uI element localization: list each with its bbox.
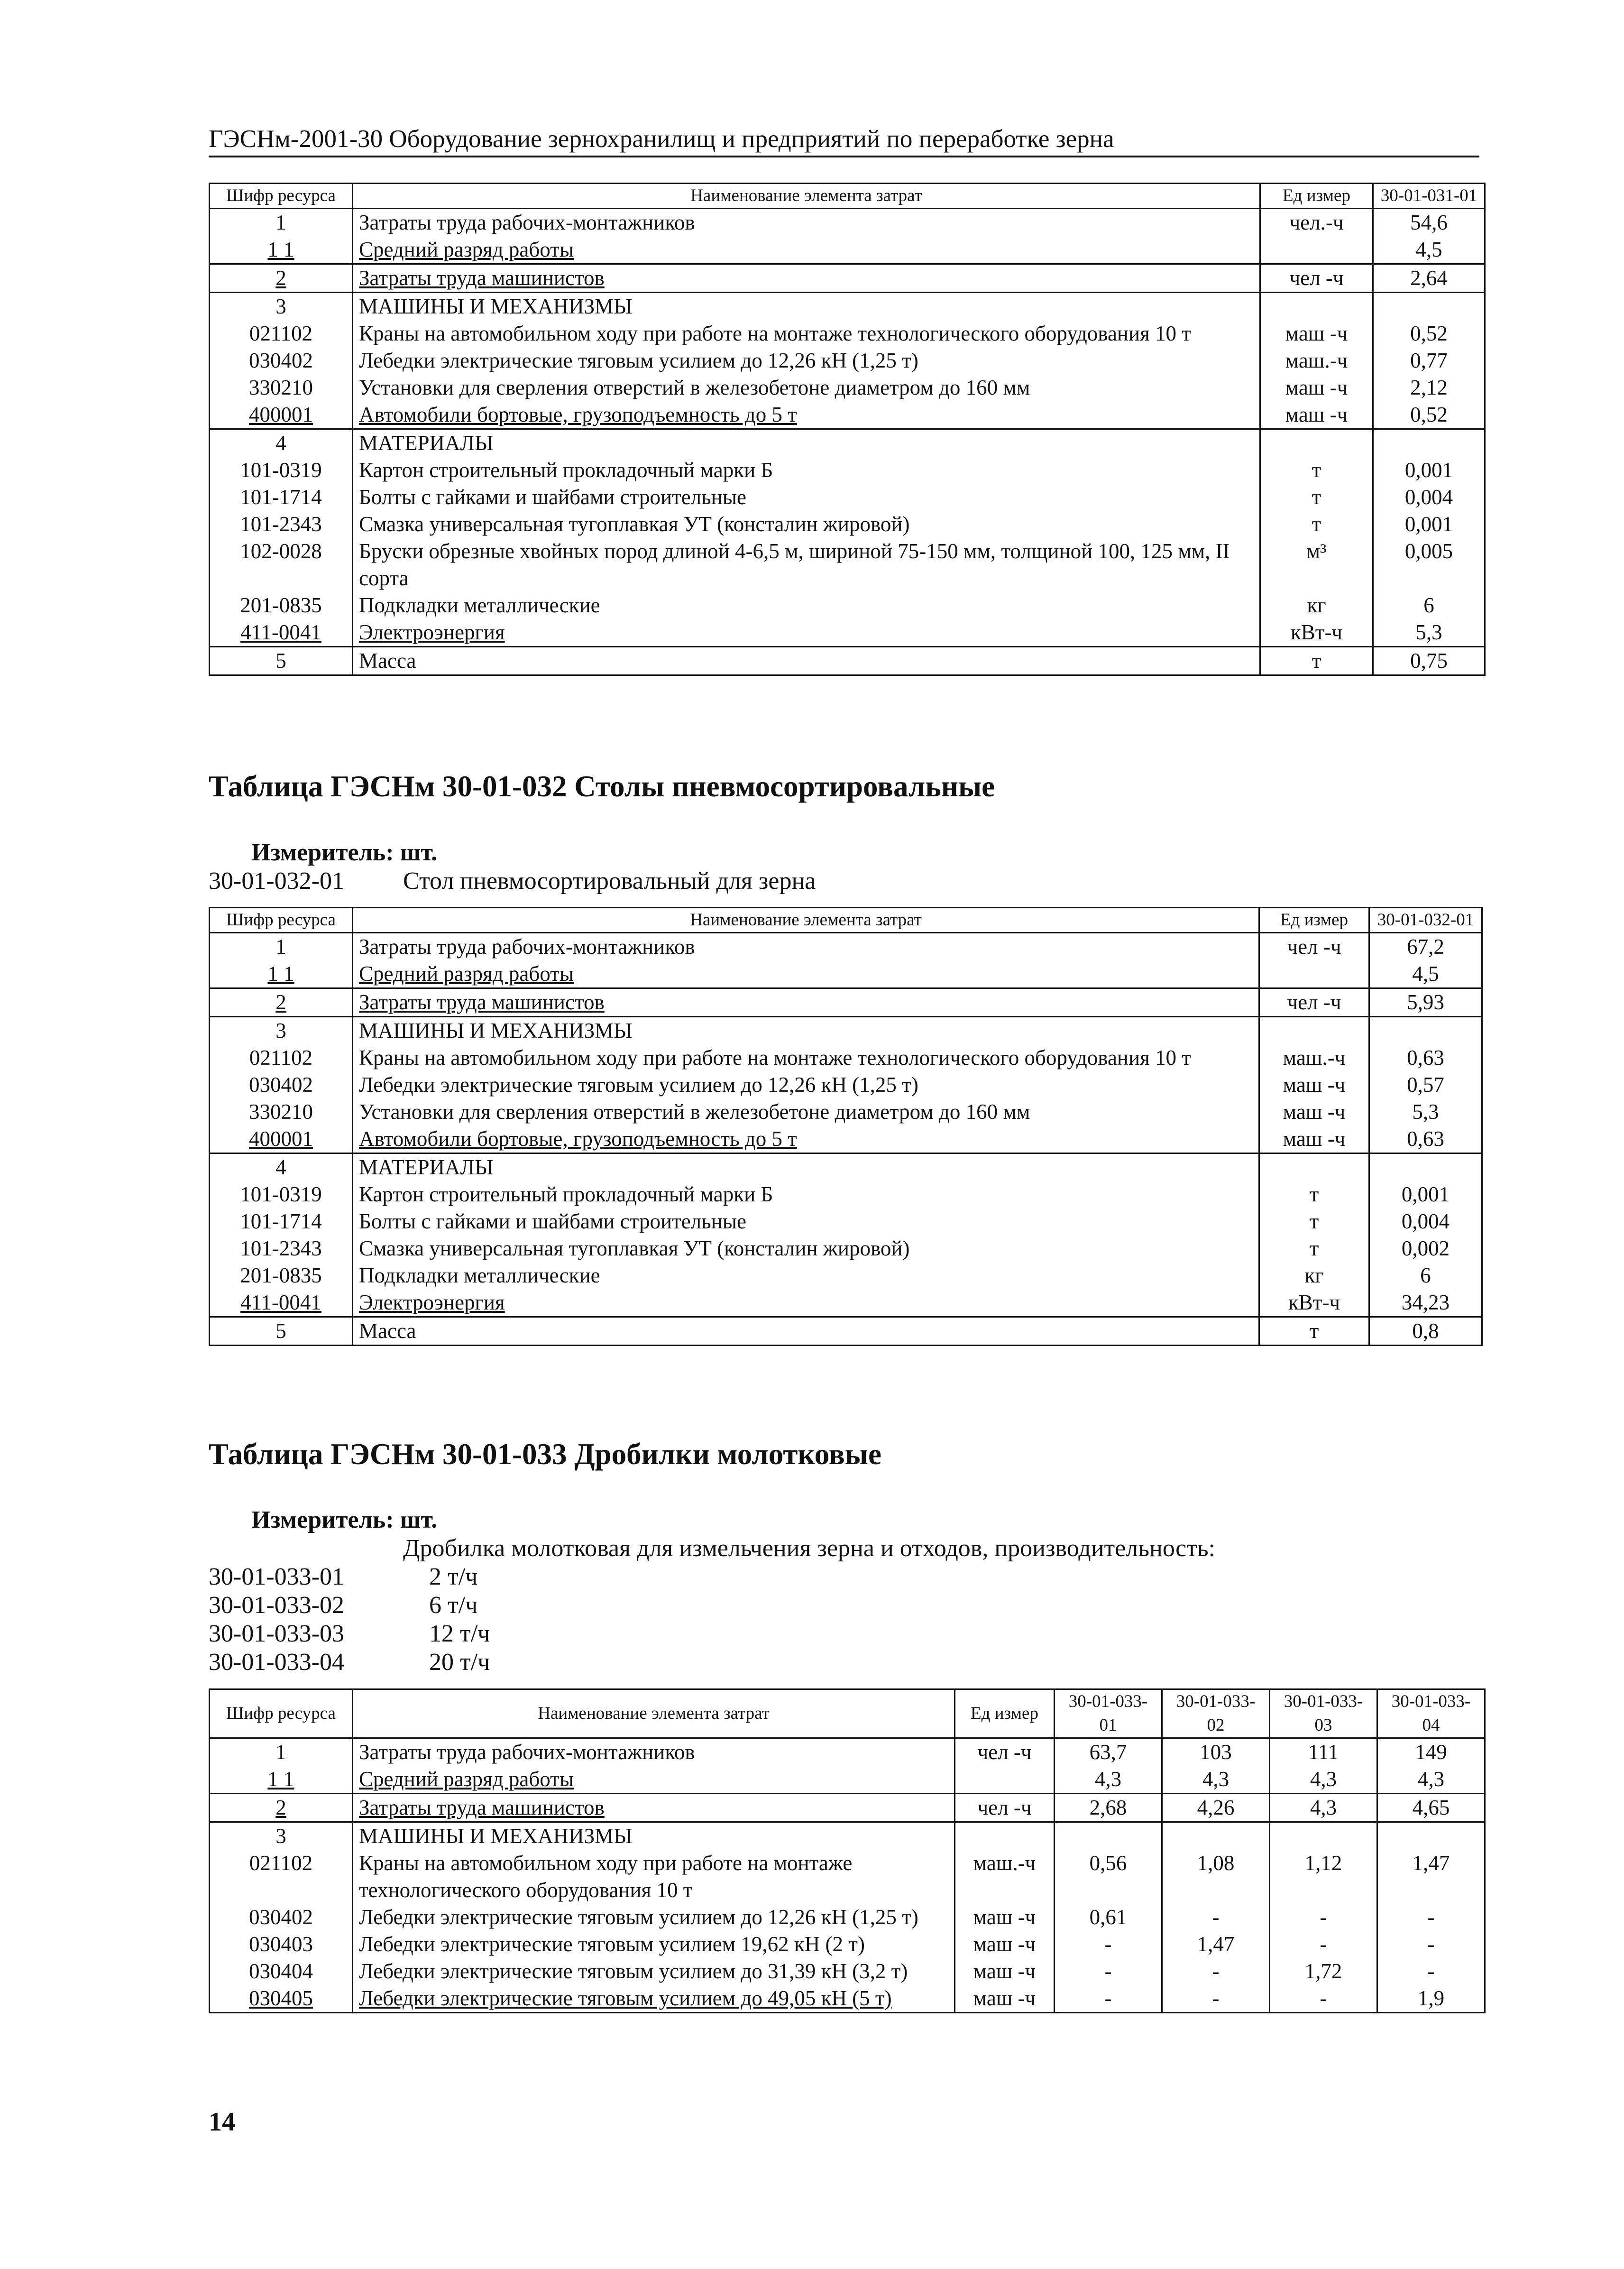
value-cell: 111 (1270, 1738, 1377, 1766)
value-cell: - (1270, 1985, 1377, 2013)
resource-name-cell: Затраты труда рабочих-монтажников (353, 1738, 955, 1766)
table-row (210, 1044, 1482, 1071)
value-cell: 5,3 (1373, 619, 1485, 647)
unit-cell: кВт-ч (1260, 619, 1373, 647)
unit-cell: маш -ч (1259, 1071, 1369, 1098)
value-cell: 149 (1377, 1738, 1485, 1766)
value-cell: 0,001 (1369, 1181, 1482, 1208)
value-cell: 63,7 (1055, 1738, 1162, 1766)
unit-cell: чел -ч (1259, 988, 1369, 1017)
unit-cell: кг (1260, 592, 1373, 619)
item-code: 30-01-033-01 (209, 1563, 344, 1590)
table-header-row (210, 1689, 1485, 1738)
resource-code-cell: 201-0835 (210, 592, 353, 619)
value-cell: 1,9 (1377, 1985, 1485, 2013)
table-row (210, 1235, 1482, 1262)
resource-name-cell: Автомобили бортовые, грузоподъемность до 5 т (353, 401, 1260, 429)
resource-table-030-01-031 (209, 183, 1486, 676)
value-cell (1377, 1822, 1485, 1850)
value-cell: 4,3 (1055, 1766, 1162, 1794)
unit-cell: маш -ч (1259, 1098, 1369, 1125)
value-cell: 2,68 (1055, 1794, 1162, 1822)
table-row (210, 1931, 1485, 1958)
resource-name-cell: Автомобили бортовые, грузоподъемность до 5 т (353, 1125, 1259, 1153)
resource-code-cell: 021102 (210, 1850, 353, 1904)
unit-cell: маш -ч (955, 1904, 1055, 1931)
value-cell: 1,12 (1270, 1850, 1377, 1904)
unit-cell (1260, 293, 1373, 321)
value-cell: - (1270, 1904, 1377, 1931)
resource-code-cell: 411-0041 (210, 1289, 353, 1317)
item-code: 30-01-033-04 (209, 1649, 344, 1676)
resource-name-cell: МАШИНЫ И МЕХАНИЗМЫ (353, 1017, 1259, 1045)
value-cell: 0,61 (1055, 1904, 1162, 1931)
value-cell: - (1162, 1904, 1270, 1931)
table-row (210, 1317, 1482, 1346)
table-row (210, 347, 1485, 374)
resource-name-cell: Установки для сверления отверстий в железобетоне диаметром до 160 мм (353, 374, 1260, 401)
col-header-id: 30-01-033-04 (1377, 1689, 1485, 1738)
unit-cell: м³ (1260, 538, 1373, 592)
item-name: 20 т/ч (429, 1649, 490, 1676)
table-row (210, 401, 1485, 429)
table-title-033: Таблица ГЭСНм 30-01-033 Дробилки молотковые (209, 1438, 881, 1471)
table-row (210, 320, 1485, 347)
table-header-row (210, 908, 1482, 933)
item-code: 30-01-033-02 (209, 1592, 344, 1619)
unit-cell (955, 1822, 1055, 1850)
resource-code-cell: 102-0028 (210, 538, 353, 592)
unit-cell: маш -ч (1260, 401, 1373, 429)
resource-name-cell: Средний разряд работы (353, 236, 1260, 264)
table-row (210, 457, 1485, 484)
value-cell: 2,64 (1373, 264, 1485, 293)
unit-cell: т (1259, 1235, 1369, 1262)
unit-cell (1260, 236, 1373, 264)
item-name: 6 т/ч (429, 1592, 478, 1619)
value-cell: 1,47 (1377, 1850, 1485, 1904)
item-name: Стол пневмосортировальный для зерна (403, 867, 816, 895)
resource-name-cell: Лебедки электрические тяговым усилием до 12,26 кН (1,25 т) (353, 1904, 955, 1931)
value-cell: 4,3 (1270, 1766, 1377, 1794)
table-row (210, 293, 1485, 321)
unit-cell: маш -ч (955, 1958, 1055, 1985)
resource-code-cell: 101-1714 (210, 484, 353, 511)
value-cell: 0,52 (1373, 320, 1485, 347)
resource-code-cell: 4 (210, 429, 353, 457)
table-row (210, 538, 1485, 592)
resource-code-cell: 030405 (210, 1985, 353, 2013)
resource-code-cell: 1 (210, 933, 353, 961)
item-code: 30-01-033-03 (209, 1620, 344, 1647)
value-cell: - (1055, 1985, 1162, 2013)
item-code: 30-01-032-01 (209, 867, 344, 895)
measure-line-032 (251, 839, 437, 867)
resource-name-cell: Лебедки электрические тяговым усилием до 49,05 кН (5 т) (353, 1985, 955, 2013)
resource-code-cell: 1 (210, 1738, 353, 1766)
resource-code-cell: 021102 (210, 1044, 353, 1071)
unit-cell: маш.-ч (1260, 347, 1373, 374)
value-cell: 103 (1162, 1738, 1270, 1766)
value-cell: 6 (1369, 1262, 1482, 1289)
resource-name-cell: Смазка универсальная тугоплавкая УТ (консталин жировой) (353, 1235, 1259, 1262)
resource-name-cell: Подкладки металлические (353, 592, 1260, 619)
value-cell: - (1377, 1904, 1485, 1931)
measure-label: Измеритель: (251, 1506, 394, 1533)
resource-code-cell: 030402 (210, 347, 353, 374)
col-header-id: 30-01-032-01 (1369, 908, 1482, 933)
table-row (210, 1850, 1485, 1904)
value-cell: 0,8 (1369, 1317, 1482, 1346)
resource-code-cell: 030404 (210, 1958, 353, 1985)
value-cell: 0,52 (1373, 401, 1485, 429)
resource-code-cell: 5 (210, 1317, 353, 1346)
col-header-unit: Ед измер (1260, 184, 1373, 209)
item-description: Дробилка молотковая для измельчения зерна и отходов, производительность: (403, 1535, 1216, 1562)
table-row (210, 988, 1482, 1017)
resource-name-cell: Средний разряд работы (353, 1766, 955, 1794)
table-row (210, 374, 1485, 401)
table-row (210, 1289, 1482, 1317)
table-row (210, 264, 1485, 293)
resource-name-cell: Краны на автомобильном ходу при работе на монтаже технологического оборудования 10 т (353, 320, 1260, 347)
resource-code-cell: 030403 (210, 1931, 353, 1958)
resource-name-cell: МАТЕРИАЛЫ (353, 429, 1260, 457)
resource-code-cell: 3 (210, 1017, 353, 1045)
running-header: ГЭСНм-2001-30 Оборудование зернохранилищ и предприятий по переработке зерна (209, 124, 1479, 157)
value-cell: 0,75 (1373, 647, 1485, 675)
col-header-name: Наименование элемента затрат (353, 908, 1259, 933)
resource-code-cell: 101-2343 (210, 1235, 353, 1262)
table-row (210, 960, 1482, 988)
value-cell: 0,001 (1373, 457, 1485, 484)
table-row (210, 484, 1485, 511)
resource-name-cell: МАШИНЫ И МЕХАНИЗМЫ (353, 1822, 955, 1850)
col-header-id: 30-01-033-02 (1162, 1689, 1270, 1738)
value-cell: 0,56 (1055, 1850, 1162, 1904)
resource-table-030-01-033 (209, 1688, 1486, 2013)
table-header-row (210, 184, 1485, 209)
value-cell: 1,08 (1162, 1850, 1270, 1904)
unit-cell: т (1259, 1181, 1369, 1208)
resource-name-cell: Электроэнергия (353, 619, 1260, 647)
resource-name-cell: Затраты труда рабочих-монтажников (353, 933, 1259, 961)
resource-name-cell: Затраты труда рабочих-монтажников (353, 209, 1260, 237)
resource-code-cell: 400001 (210, 1125, 353, 1153)
unit-cell (1260, 429, 1373, 457)
resource-name-cell: Лебедки электрические тяговым усилием до 31,39 кН (3,2 т) (353, 1958, 955, 1985)
resource-code-cell: 330210 (210, 374, 353, 401)
col-header-id: 30-01-033-01 (1055, 1689, 1162, 1738)
unit-cell: т (1260, 647, 1373, 675)
resource-code-cell: 201-0835 (210, 1262, 353, 1289)
resource-code-cell: 3 (210, 1822, 353, 1850)
table-row (210, 592, 1485, 619)
value-cell (1162, 1822, 1270, 1850)
unit-cell: т (1259, 1208, 1369, 1235)
value-cell: 1,72 (1270, 1958, 1377, 1985)
value-cell: 0,005 (1373, 538, 1485, 592)
unit-cell (1259, 960, 1369, 988)
resource-code-cell: 101-0319 (210, 1181, 353, 1208)
resource-code-cell: 021102 (210, 320, 353, 347)
value-cell (1270, 1822, 1377, 1850)
resource-name-cell: МАТЕРИАЛЫ (353, 1153, 1259, 1181)
value-cell: 0,004 (1373, 484, 1485, 511)
table-row (210, 1181, 1482, 1208)
value-cell: 0,77 (1373, 347, 1485, 374)
unit-cell: маш.-ч (955, 1850, 1055, 1904)
resource-name-cell: Лебедки электрические тяговым усилием до 12,26 кН (1,25 т) (353, 347, 1260, 374)
value-cell: 4,5 (1373, 236, 1485, 264)
resource-code-cell: 2 (210, 264, 353, 293)
table-row (210, 1985, 1485, 2013)
value-cell: 4,26 (1162, 1794, 1270, 1822)
resource-code-cell: 330210 (210, 1098, 353, 1125)
value-cell: 0,63 (1369, 1044, 1482, 1071)
resource-name-cell: Затраты труда машинистов (353, 988, 1259, 1017)
unit-cell: чел -ч (955, 1794, 1055, 1822)
resource-name-cell: Масса (353, 1317, 1259, 1346)
resource-name-cell: Электроэнергия (353, 1289, 1259, 1317)
item-name: 12 т/ч (429, 1620, 490, 1647)
unit-cell: чел.-ч (1260, 209, 1373, 237)
value-cell: - (1377, 1958, 1485, 1985)
resource-code-cell: 101-1714 (210, 1208, 353, 1235)
measure-line-033 (251, 1506, 437, 1534)
col-header-name: Наименование элемента затрат (353, 1689, 955, 1738)
col-header-name: Наименование элемента затрат (353, 184, 1260, 209)
page-number: 14 (209, 2107, 235, 2137)
resource-code-cell: 1 1 (210, 960, 353, 988)
value-cell: 4,3 (1270, 1794, 1377, 1822)
table-row (210, 619, 1485, 647)
resource-name-cell: Лебедки электрические тяговым усилием 19,62 кН (2 т) (353, 1931, 955, 1958)
value-cell: 5,3 (1369, 1098, 1482, 1125)
table-row (210, 1958, 1485, 1985)
resource-name-cell: Масса (353, 647, 1260, 675)
table-row (210, 1153, 1482, 1181)
table-row (210, 647, 1485, 675)
unit-cell: кг (1259, 1262, 1369, 1289)
resource-name-cell: Картон строительный прокладочный марки Б (353, 457, 1260, 484)
resource-code-cell: 2 (210, 1794, 353, 1822)
resource-code-cell: 4 (210, 1153, 353, 1181)
resource-code-cell: 2 (210, 988, 353, 1017)
value-cell: 54,6 (1373, 209, 1485, 237)
value-cell: - (1055, 1931, 1162, 1958)
value-cell: 1,47 (1162, 1931, 1270, 1958)
value-cell: 0,001 (1373, 511, 1485, 538)
table-row (210, 1904, 1485, 1931)
resource-name-cell: Болты с гайками и шайбами строительные (353, 484, 1260, 511)
col-header-unit: Ед измер (955, 1689, 1055, 1738)
col-header-code: Шифр ресурса (210, 908, 353, 933)
unit-cell (1259, 1153, 1369, 1181)
resource-code-cell: 5 (210, 647, 353, 675)
value-cell: - (1162, 1985, 1270, 2013)
col-header-code: Шифр ресурса (210, 1689, 353, 1738)
unit-cell: т (1260, 484, 1373, 511)
unit-cell: т (1259, 1317, 1369, 1346)
resource-name-cell: Картон строительный прокладочный марки Б (353, 1181, 1259, 1208)
resource-name-cell: Затраты труда машинистов (353, 264, 1260, 293)
value-cell: 4,5 (1369, 960, 1482, 988)
resource-name-cell: Краны на автомобильном ходу при работе на монтаже технологического оборудования 10 т (353, 1044, 1259, 1071)
unit-cell: маш -ч (1259, 1125, 1369, 1153)
unit-cell: маш -ч (955, 1985, 1055, 2013)
table-row (210, 1071, 1482, 1098)
resource-name-cell: Средний разряд работы (353, 960, 1259, 988)
table-row (210, 1208, 1482, 1235)
col-header-id: 30-01-031-01 (1373, 184, 1485, 209)
unit-cell: чел -ч (955, 1738, 1055, 1766)
value-cell (1055, 1822, 1162, 1850)
measure-label: Измеритель: (251, 839, 394, 866)
value-cell (1369, 1017, 1482, 1045)
table-title-032: Таблица ГЭСНм 30-01-032 Столы пневмосортировальные (209, 770, 995, 803)
resource-name-cell: Установки для сверления отверстий в железобетоне диаметром до 160 мм (353, 1098, 1259, 1125)
unit-cell: чел -ч (1259, 933, 1369, 961)
unit-cell: маш.-ч (1259, 1044, 1369, 1071)
value-cell: 2,12 (1373, 374, 1485, 401)
resource-name-cell: Краны на автомобильном ходу при работе на монтаже технологического оборудования 10 т (353, 1850, 955, 1904)
unit-cell: чел -ч (1260, 264, 1373, 293)
resource-name-cell: Затраты труда машинистов (353, 1794, 955, 1822)
value-cell: 4,65 (1377, 1794, 1485, 1822)
value-cell: 5,93 (1369, 988, 1482, 1017)
table-row (210, 1822, 1485, 1850)
unit-cell (955, 1766, 1055, 1794)
resource-name-cell: Бруски обрезные хвойных пород длиной 4-6,5 м, шириной 75-150 мм, толщиной 100, 125 мм, II сорта (353, 538, 1260, 592)
measure-unit: шт. (400, 839, 438, 866)
resource-code-cell: 3 (210, 293, 353, 321)
col-header-unit: Ед измер (1259, 908, 1369, 933)
unit-cell: т (1260, 457, 1373, 484)
value-cell (1373, 293, 1485, 321)
value-cell (1373, 429, 1485, 457)
table-row (210, 1098, 1482, 1125)
table-row (210, 1794, 1485, 1822)
value-cell: 67,2 (1369, 933, 1482, 961)
table-row (210, 1262, 1482, 1289)
value-cell: 0,002 (1369, 1235, 1482, 1262)
resource-code-cell: 411-0041 (210, 619, 353, 647)
table-row (210, 236, 1485, 264)
value-cell: - (1270, 1931, 1377, 1958)
item-name: 2 т/ч (429, 1563, 478, 1590)
resource-code-cell: 101-2343 (210, 511, 353, 538)
table-row (210, 511, 1485, 538)
value-cell: - (1055, 1958, 1162, 1985)
table-row (210, 429, 1485, 457)
resource-name-cell: Болты с гайками и шайбами строительные (353, 1208, 1259, 1235)
resource-name-cell: Лебедки электрические тяговым усилием до 12,26 кН (1,25 т) (353, 1071, 1259, 1098)
col-header-code: Шифр ресурса (210, 184, 353, 209)
resource-code-cell: 101-0319 (210, 457, 353, 484)
value-cell: - (1162, 1958, 1270, 1985)
value-cell: 34,23 (1369, 1289, 1482, 1317)
unit-cell: т (1260, 511, 1373, 538)
unit-cell: маш -ч (1260, 320, 1373, 347)
value-cell: 6 (1373, 592, 1485, 619)
value-cell: 4,3 (1377, 1766, 1485, 1794)
resource-code-cell: 400001 (210, 401, 353, 429)
value-cell: 0,004 (1369, 1208, 1482, 1235)
measure-unit: шт. (400, 1506, 438, 1533)
resource-table-030-01-032 (209, 907, 1483, 1346)
resource-code-cell: 1 (210, 209, 353, 237)
table-row (210, 1738, 1485, 1766)
table-row (210, 933, 1482, 961)
resource-name-cell: МАШИНЫ И МЕХАНИЗМЫ (353, 293, 1260, 321)
col-header-id: 30-01-033-03 (1270, 1689, 1377, 1738)
value-cell: 0,63 (1369, 1125, 1482, 1153)
resource-name-cell: Подкладки металлические (353, 1262, 1259, 1289)
table-row (210, 1017, 1482, 1045)
resource-code-cell: 1 1 (210, 1766, 353, 1794)
resource-code-cell: 1 1 (210, 236, 353, 264)
value-cell: 4,3 (1162, 1766, 1270, 1794)
resource-code-cell: 030402 (210, 1904, 353, 1931)
value-cell (1369, 1153, 1482, 1181)
value-cell: 0,57 (1369, 1071, 1482, 1098)
unit-cell: кВт-ч (1259, 1289, 1369, 1317)
table-row (210, 1766, 1485, 1794)
unit-cell (1259, 1017, 1369, 1045)
unit-cell: маш -ч (955, 1931, 1055, 1958)
resource-name-cell: Смазка универсальная тугоплавкая УТ (консталин жировой) (353, 511, 1260, 538)
unit-cell: маш -ч (1260, 374, 1373, 401)
table-row (210, 209, 1485, 237)
resource-code-cell: 030402 (210, 1071, 353, 1098)
table-row (210, 1125, 1482, 1153)
value-cell: - (1377, 1931, 1485, 1958)
